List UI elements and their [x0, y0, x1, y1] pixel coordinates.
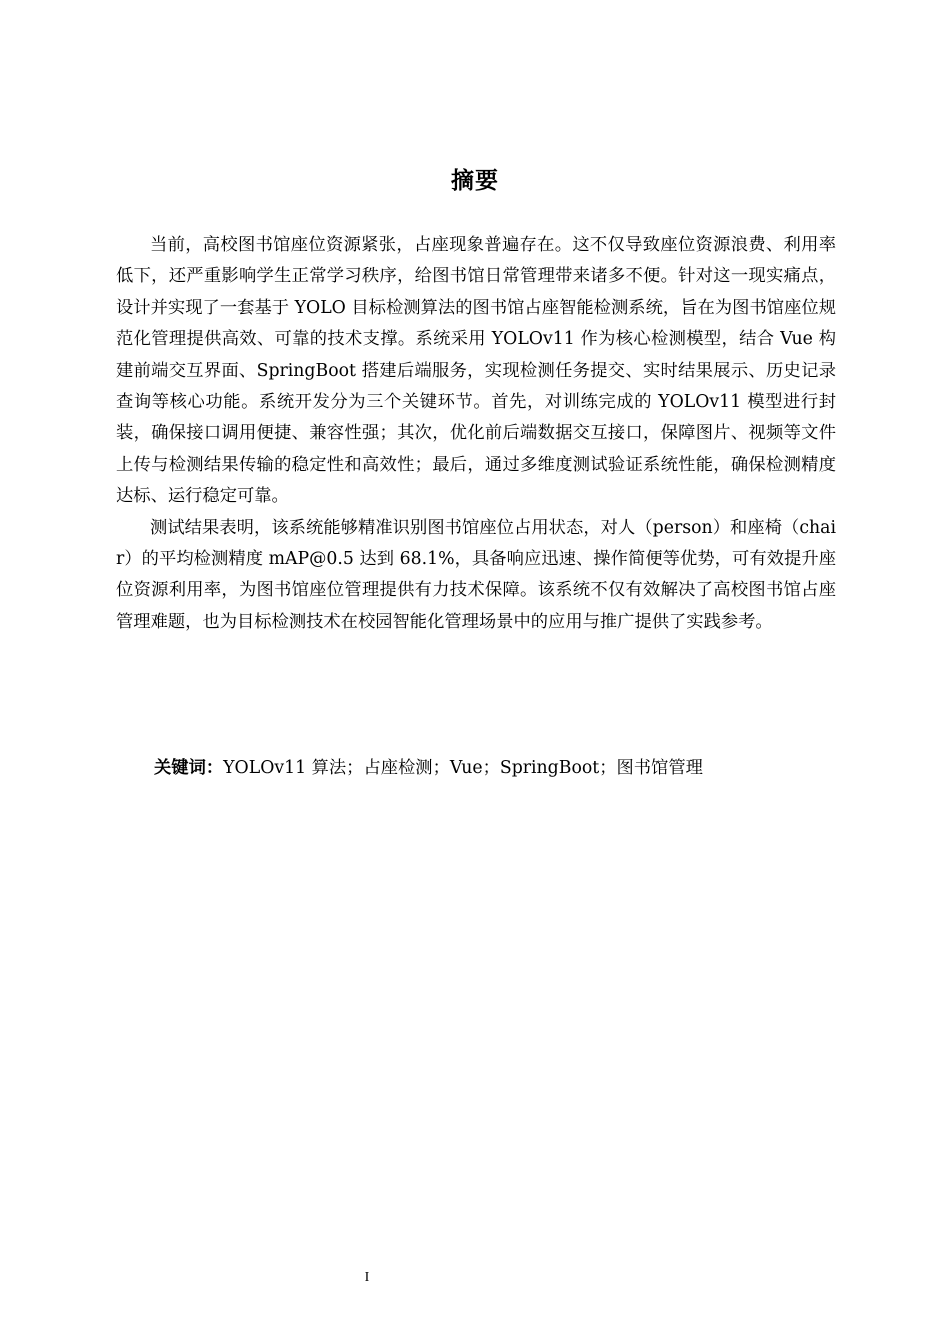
keywords-line	[154, 753, 834, 783]
keywords-label: 关键词：	[154, 758, 224, 778]
abstract-paragraph-2: 测试结果表明，该系统能够精准识别图书馆座位占用状态，对人（person）和座椅（chair）的平均检测精度 mAP@0.5 达到 68.1%，具备响应迅速、操作简便等优势，可有效提升座位资源利用率，为图书馆座位管理提供有力技术保障。该系统不仅有效解决了高校图书馆占座管理难题，也为目标检测技术在校园智能化管理场景中的应用与推广提供了实践参考。	[116, 517, 836, 632]
keywords-text: YOLOv11 算法；占座检测；Vue；SpringBoot；图书馆管理	[223, 758, 703, 778]
abstract-title: 摘要	[451, 168, 499, 194]
abstract-paragraph-1: 当前，高校图书馆座位资源紧张，占座现象普遍存在。这不仅导致座位资源浪费、利用率低下，还严重影响学生正常学习秩序，给图书馆日常管理带来诸多不便。针对这一现实痛点，设计并实现了一套基于 YOLO 目标检测算法的图书馆占座智能检测系统，旨在为图书馆座位规范化管理提供高效、可靠的技术支撑。系统采用 YOLOv11 作为核心检测模型，结合 Vue 构建前端交互界面、SpringBoot 搭建后端服务，实现检测任务提交、实时结果展示、历史记录查询等核心功能。系统开发分为三个关键环节。首先，对训练完成的 YOLOv11 模型进行封装，确保接口调用便捷、兼容性强；其次，优化前后端数据交互接口，保障图片、视频等文件上传与检测结果传输的稳定性和高效性；最后，通过多维度测试验证系统性能，确保检测精度达标、运行稳定可靠。	[116, 235, 836, 507]
page-number: I	[364, 1270, 370, 1285]
abstract-body	[116, 230, 836, 638]
